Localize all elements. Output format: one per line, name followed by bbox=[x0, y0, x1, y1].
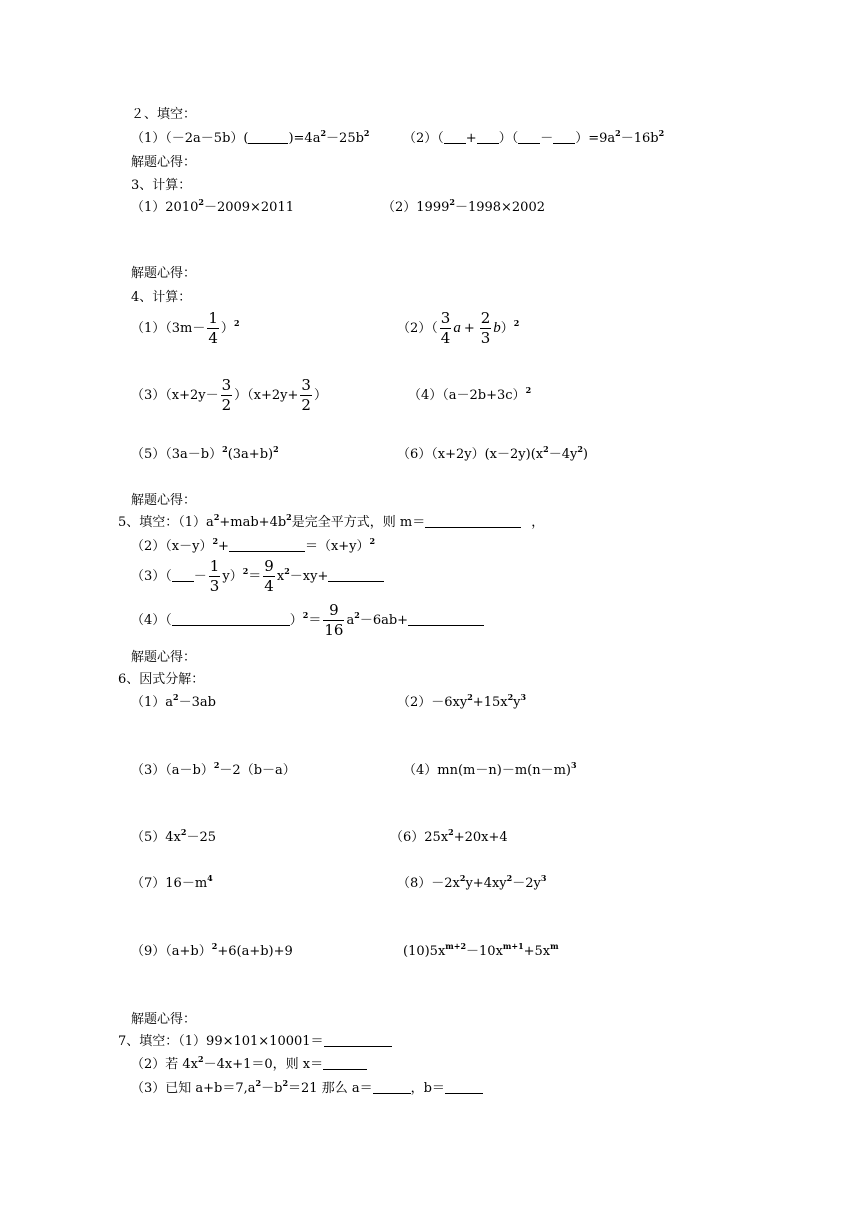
fraction: $\frac{9}{4}$ bbox=[264, 557, 274, 595]
q4-part4: $(4)(a-2b+3c)^2$ bbox=[408, 385, 532, 403]
answer-blank[interactable] bbox=[425, 515, 521, 528]
q4-title: 4、计算： bbox=[131, 290, 192, 305]
fraction: $\frac{1}{4}$ bbox=[208, 309, 218, 347]
q4-part5: $(5)(3a-b)^2(3a+b)^2$ bbox=[131, 444, 279, 462]
answer-blank[interactable] bbox=[172, 613, 290, 626]
q4-part2: （2）（ $\frac{3}{4}$ a + $\frac{2}{3}$ b）$^2$ bbox=[397, 309, 520, 347]
q5-part3: （3）（ － $\frac{1}{3}$ y）$^2$＝ $\frac{9}{4}$ $x^2-xy+$ bbox=[131, 559, 384, 594]
answer-blank[interactable] bbox=[444, 131, 466, 144]
fraction: $\frac{3}{2}$ bbox=[301, 376, 311, 414]
answer-blank[interactable] bbox=[373, 1081, 411, 1094]
answer-blank[interactable] bbox=[172, 569, 194, 582]
q5-part2: $(2)(x-y)^2+ =(x+y)^2$ bbox=[131, 536, 376, 554]
answer-blank[interactable] bbox=[553, 131, 575, 144]
fraction: $\frac{2}{3}$ bbox=[480, 309, 491, 347]
q6-part8: $(8)-2x^2y+4xy^2-2y^3$ bbox=[397, 873, 547, 891]
answer-blank[interactable] bbox=[477, 131, 499, 144]
q6-title: 6、因式分解： bbox=[118, 672, 205, 687]
q6-part9: $(9)(a+b)^2+6(a+b)+9$ bbox=[131, 941, 293, 959]
q6-note: 解题心得： bbox=[131, 1012, 197, 1027]
answer-blank[interactable] bbox=[229, 539, 305, 552]
q3-note: 解题心得： bbox=[131, 266, 197, 281]
q3-part2: $(2)1999^2-1998\times 2002$ bbox=[382, 197, 545, 215]
q6-part10: $(10)5x^{m+2}-10x^{m+1}+5x^m$ bbox=[403, 941, 559, 959]
answer-blank[interactable] bbox=[445, 1081, 483, 1094]
q6-part2: $(2)-6xy^2+15x^2y^3$ bbox=[397, 692, 527, 710]
fraction: $\frac{3}{4}$ bbox=[440, 309, 451, 347]
q7-part2: （2）若 $4x^2-4x+1=0$，则 x＝ bbox=[131, 1057, 367, 1073]
answer-blank[interactable] bbox=[248, 131, 288, 144]
answer-blank[interactable] bbox=[323, 1057, 367, 1070]
q5-note: 解题心得： bbox=[131, 650, 197, 665]
q6-part3: $(3)(a-b)^2-2(b-a)$ bbox=[131, 760, 296, 778]
answer-blank[interactable] bbox=[518, 131, 540, 144]
fraction: $\frac{9}{16}$ bbox=[324, 601, 344, 639]
q3-part1: $(1)2010^2-2009\times 2011$ bbox=[131, 197, 294, 215]
q2-part1: （1）（－2a－5b）( )$=4a^2-25b^2$ bbox=[131, 128, 370, 146]
answer-blank[interactable] bbox=[324, 1034, 392, 1047]
q6-part4: $(4)mn(m-n)-m(n-m)^3$ bbox=[403, 760, 577, 778]
q2-part2: （2）（ + ）（ － ）$=9a^2-16b^2$ bbox=[403, 128, 665, 146]
q7-part1: 7、填空：（1）99×101×10001＝ bbox=[118, 1034, 392, 1050]
fraction: $\frac{1}{3}$ bbox=[209, 557, 220, 595]
q2-title: ２、填空： bbox=[131, 107, 197, 122]
q4-note: 解题心得： bbox=[131, 493, 197, 508]
q5-part1: 5、填空：$(1)a^2+mab+4b^2$是完全平方式，则 m＝ ， bbox=[118, 512, 545, 530]
q4-part6: $(6)(x+2y)(x-2y)(x^2-4y^2)$ bbox=[397, 444, 588, 462]
q6-part7: $(7)16-m^4$ bbox=[131, 873, 213, 891]
q7-part3: （3）已知 $a+b=7,a^2-b^2=21$ 那么 a＝ ，b＝ bbox=[131, 1081, 483, 1097]
q4-part1: （1）（3m－ $\frac{1}{4}$ ）$^2$ bbox=[131, 309, 240, 347]
answer-blank[interactable] bbox=[408, 613, 484, 626]
q2-note: 解题心得： bbox=[131, 155, 197, 170]
q5-part4: （4）（ ）$^2$＝ $\frac{9}{16}$ $a^2-6ab+$ bbox=[131, 603, 484, 638]
q4-part3: （3）（x+2y－ $\frac{3}{2}$ ）（x+2y+ $\frac{3}{2}$ ） bbox=[131, 376, 327, 414]
fraction: $\frac{3}{2}$ bbox=[221, 376, 232, 414]
q3-title: 3、计算： bbox=[131, 178, 192, 193]
q6-part5: $(5)4x^2-25$ bbox=[131, 827, 216, 845]
q6-part6: $(6)25x^2+20x+4$ bbox=[390, 827, 508, 845]
answer-blank[interactable] bbox=[328, 569, 384, 582]
q6-part1: $(1)a^2-3ab$ bbox=[131, 692, 216, 710]
